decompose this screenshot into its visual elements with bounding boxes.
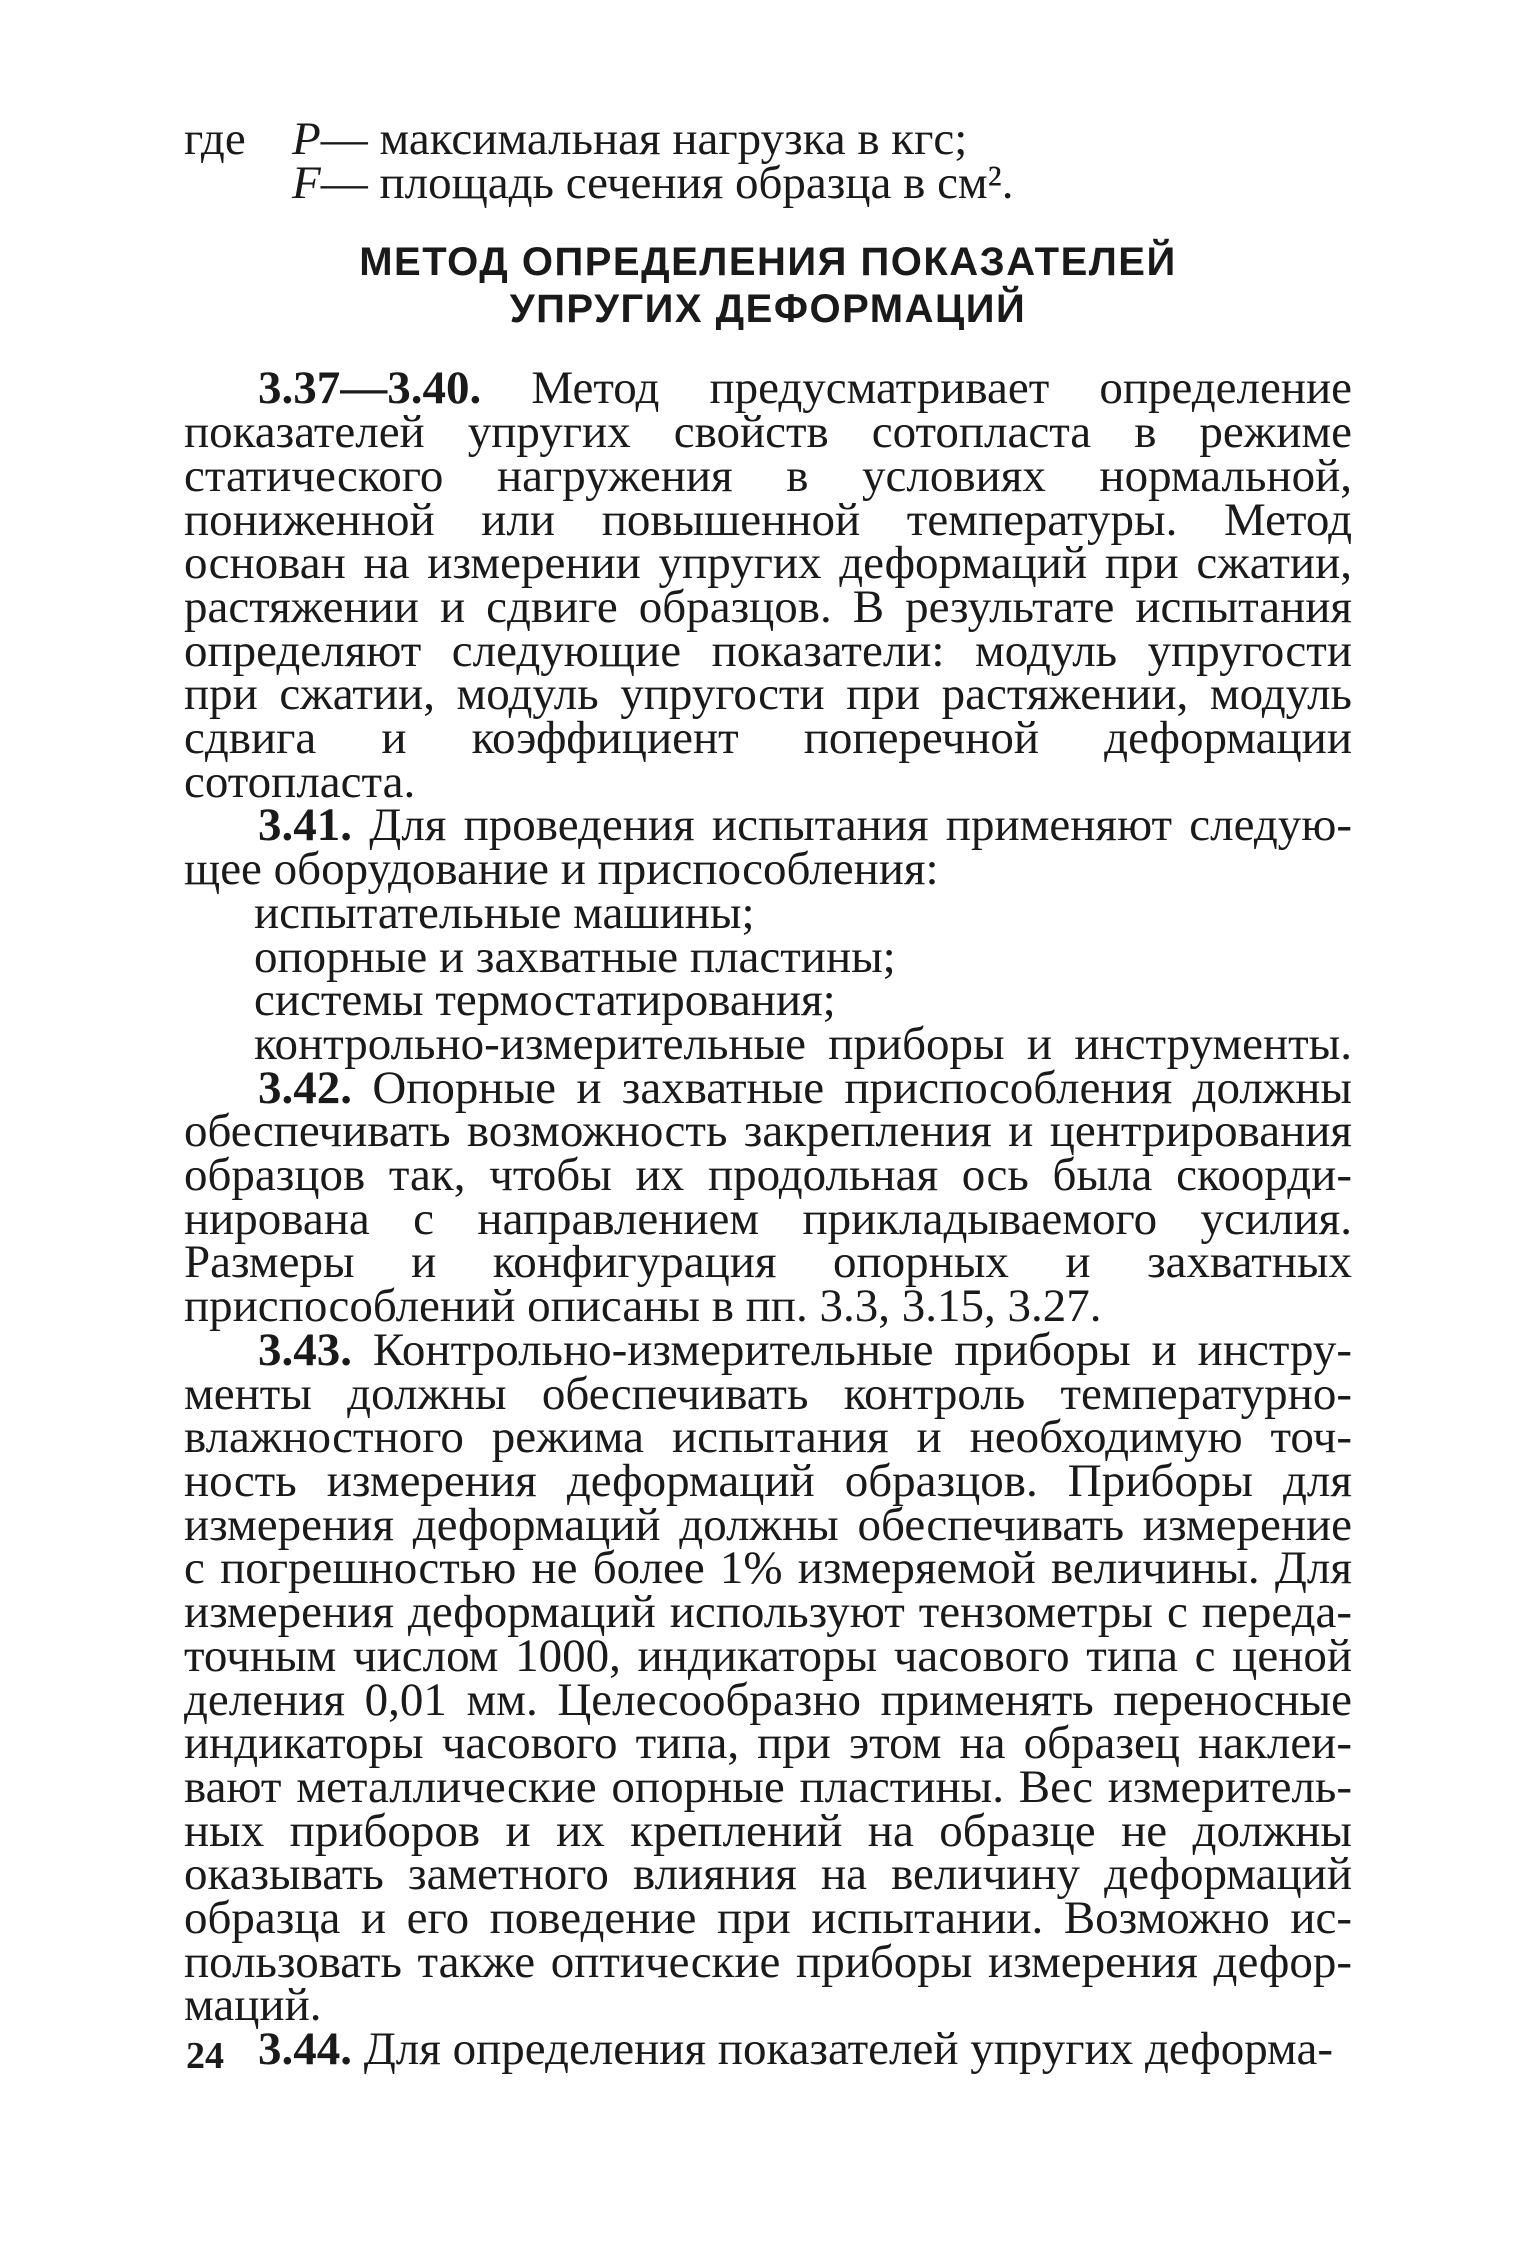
definition-row (184, 113, 1352, 165)
paragraph-3-43 (184, 1323, 1352, 2032)
formula-definitions (184, 113, 1352, 209)
paragraph-text: Контрольно-измерительные приборы и инструменты должны обеспечивать контроль температурновлажностного режима испытания и необходимую точность измерения деформаций образцов. Приборы для измерения деформаций должны обеспечивать измерение с погрешностью не более 1% измеряемой величины. Для измерения деформаций используют тензометры с передаточным числом 1000, индикаторы часового типа с ценой деления 0,01 мм. Целесообразно применять переносные индикаторы часового типа, при этом на образец наклеивают металлические опорные пластины. Вес измерительных приборов и их креплений на образце не должны оказывать заметного влияния на величину деформаций образца и его поведение при испытании. Возможно использовать также оптические приборы измерения деформаций. (184, 1323, 1352, 2032)
page-number: 24 (186, 2035, 224, 2077)
definition-symbol: P (292, 113, 321, 165)
paragraph-3-42 (184, 1061, 1352, 1333)
paragraph-text: Метод предусматривает определение показателей упругих свойств сотопласта в режиме статического нагружения в условиях нормальной, пониженной или повышенной температуры. Метод основан на измерении упругих деформаций при сжатии, растяжении и сдвиге образцов. В результате испытания определяют следующие показатели: модуль упругости при сжатии, модуль упругости при растяжении, модуль сдвига и коэффициент поперечной деформации сотопласта. (184, 362, 1353, 808)
paragraph-number: 3.44. (258, 2023, 352, 2076)
paragraph-text: Опорные и захватные приспособления должны обеспечивать возможность закрепления и центрирования образцов так, чтобы их продольная ось была скоординирована с направлением прикладываемого усилия. Размеры и конфигурация опорных и захватных приспособлений описаны в пп. 3.3, 3.15, 3.27. (184, 1061, 1352, 1333)
paragraph-number: 3.37—3.40. (258, 362, 482, 415)
definition-text: — площадь сечения образца в см². (320, 156, 1014, 209)
paragraph-3-37 (184, 362, 1353, 808)
paragraph-number: 3.41. (258, 799, 352, 852)
equipment-list (184, 886, 1352, 1070)
heading-line-1: МЕТОД ОПРЕДЕЛЕНИЯ ПОКАЗАТЕЛЕЙ (359, 240, 1177, 285)
paragraph-text: Для определения показателей упругих деформа- (363, 2023, 1333, 2076)
paragraph-3-44 (184, 2023, 1352, 2076)
definition-prefix: где (184, 113, 246, 165)
list-item: контрольно-измерительные приборы и инструменты. (254, 1017, 1352, 1070)
section-heading (184, 239, 1352, 333)
document-page (184, 113, 1353, 2076)
paragraph-number: 3.43. (258, 1323, 352, 1376)
definition-text: — максимальная нагрузка в кгс; (320, 113, 968, 165)
paragraph-3-41 (184, 799, 1353, 896)
list-item: опорные и захватные пластины; (254, 930, 896, 983)
paragraph-text: Для проведения испытания применяют следующее оборудование и приспособления: (184, 799, 1353, 896)
heading-line-2: УПРУГИХ ДЕФОРМАЦИЙ (509, 287, 1027, 332)
paragraph-number: 3.42. (258, 1061, 352, 1114)
definition-symbol: F (292, 156, 321, 209)
list-item: испытательные машины; (254, 886, 755, 939)
list-item: системы термостатирования; (254, 974, 836, 1027)
definition-row (184, 156, 1352, 209)
